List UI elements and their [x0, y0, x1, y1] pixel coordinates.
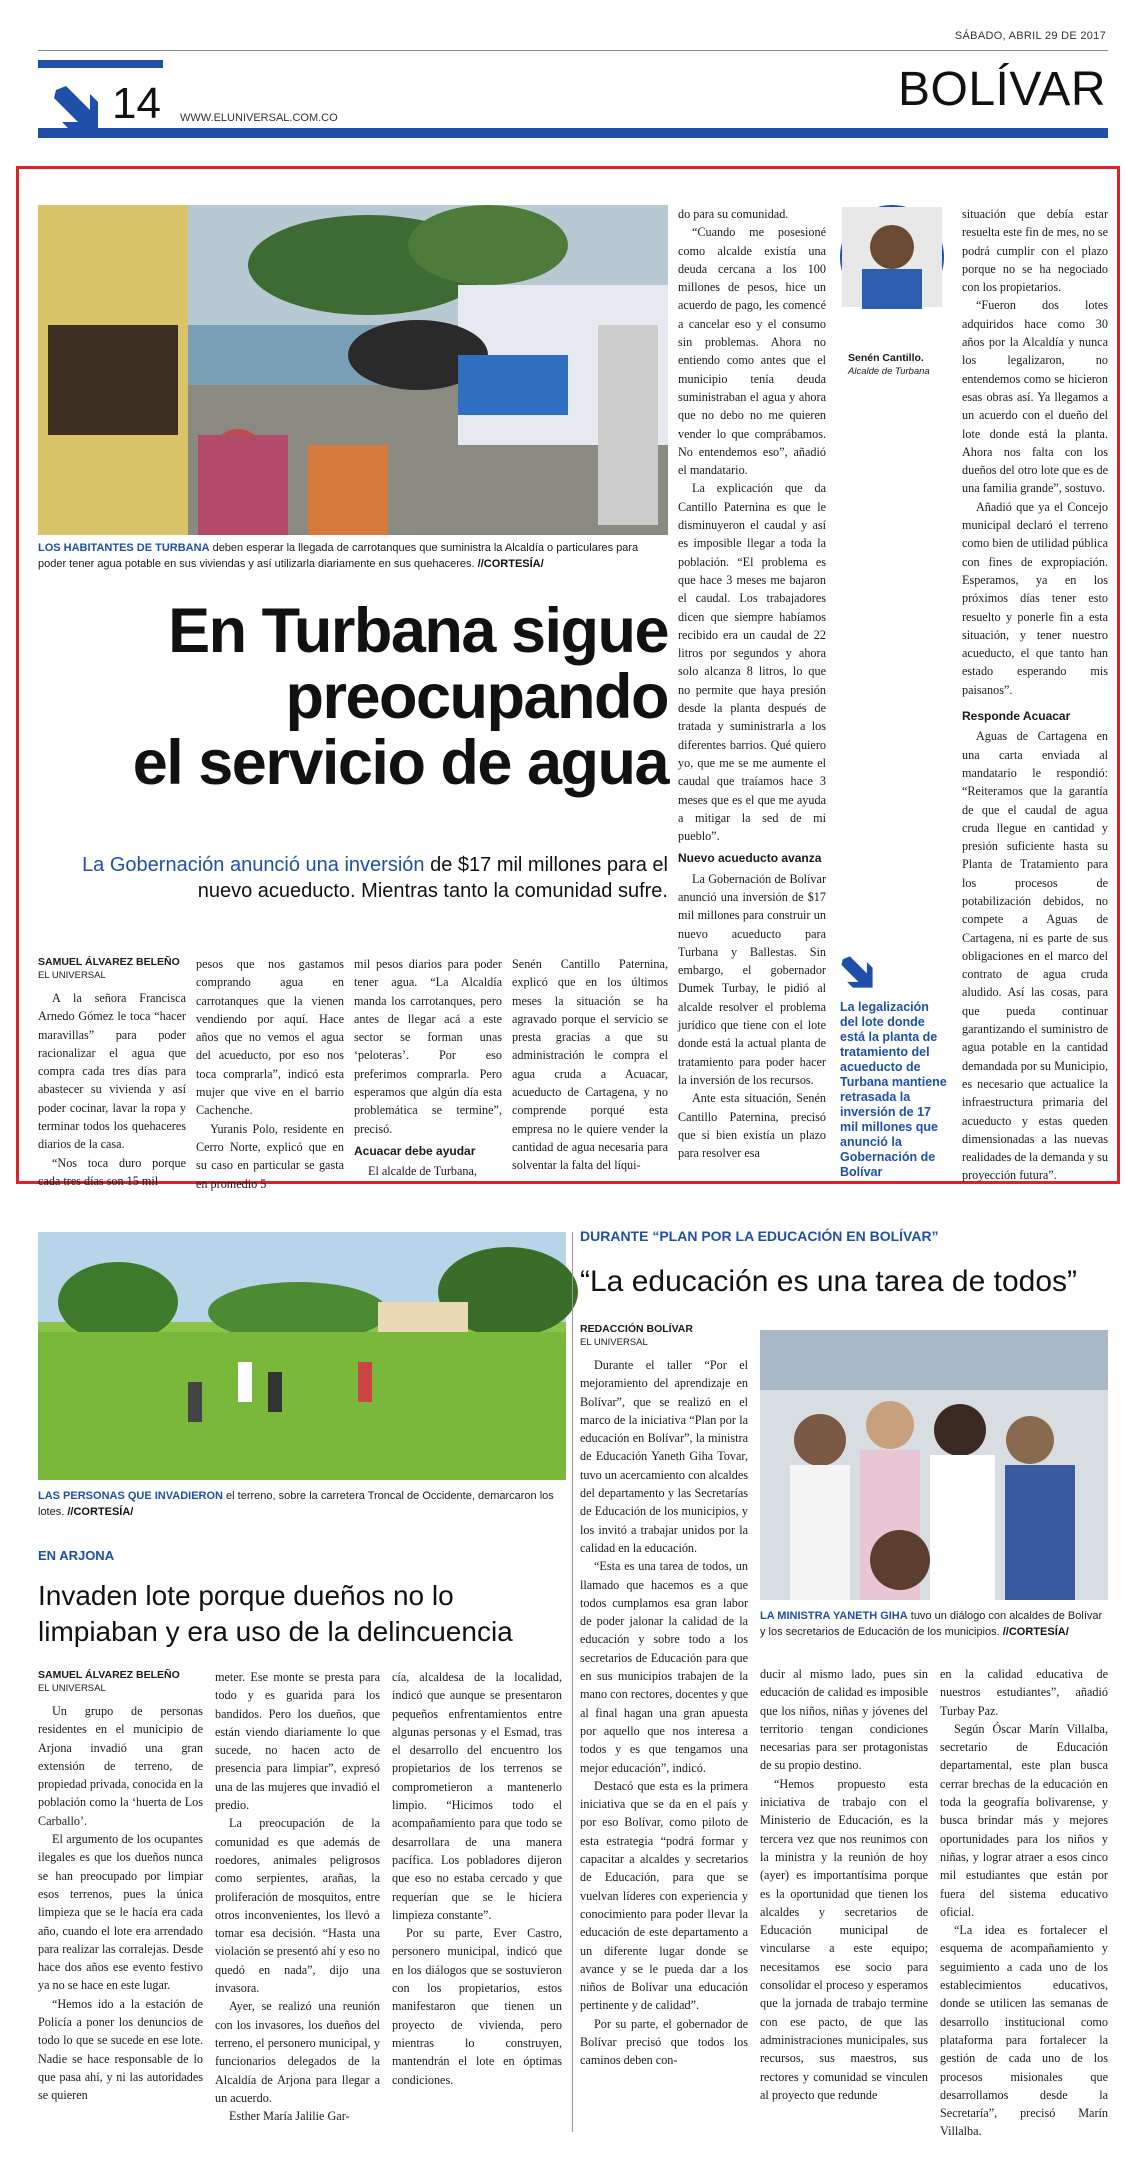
paragraph: Yuranis Polo, residente en Cerro Norte, explicó que en su caso en particular se gasta en promedio 5	[196, 1121, 344, 1191]
paragraph: en la calidad educativa de nuestros estudiantes”, añadió Turbay Paz.	[940, 1667, 1108, 1718]
paragraph: “Fueron dos lotes adquiridos hace como 30 años por la Alcaldía y nunca los legalizaron, no entendemos como se hicieron esas obras así. Ya llegamos a un acuerdo con el dueño del lote donde está la planta. Ahora nos falta con los dueños del otro lote que es de una familia grande”, sostuvo.	[962, 298, 1108, 496]
header-website: WWW.ELUNIVERSAL.COM.CO	[180, 112, 338, 124]
story3-photo-caption	[760, 1608, 1108, 1640]
story2-headline: Invaden lote porque dueños no lo limpiaban y era uso de la delincuencia	[38, 1580, 513, 1647]
arrow-icon	[52, 84, 100, 132]
paragraph: La Gobernación de Bolívar anunció una inversión de $17 mil millones para construir un nuevo acueducto para Turbana y Ballestas. Sin embargo, el gobernador Dumek Turbay, le pidió al alcalde resolver el problema jurídico que tiene con el lote donde está la actual planta de tratamiento para poder hacer la inversión de los recursos.	[678, 871, 826, 1087]
paragraph: A la señora Francisca Arnedo Gómez le toca “hacer maravillas” para poder racionalizar el agua que compra cada tres días para abastecer su vivienda y así poder cocinar, lavar la ropa y terminar todos los quehaceres diarios de la casa.	[38, 991, 186, 1152]
paragraph: Esther María Jalilie Gar-	[229, 2109, 350, 2124]
pullquote: La legalización del lote donde está la planta de tratamiento del acueducto de Turbana mantiene retrasada la inversión de 17 mil millones que anunció la Gobernación de Bolívar	[840, 1000, 947, 1179]
story1-photo-caption	[38, 540, 668, 572]
story1-col-7	[962, 205, 1108, 1183]
story2-col-1	[38, 1668, 203, 2138]
paragraph: cía, alcaldesa de la localidad, indicó que aunque se presentaron pequeños enfrentamientos entre algunas personas y el Esmad, tras el desarrollo del encuentro los propietarios de los terrenos se comprometieron a mantenerlo limpio. “Hicimos todo el acompañamiento para que todo se desarrollara de una manera pacífica. Los pobladores dijeron que eso no estaba cercado y que requerían que se le hiciera limpieza constante”.	[392, 1670, 562, 1922]
paragraph: Aguas de Cartagena en una carta enviada al mandatario le respondió: “Reiteramos que la garantía de que el caudal de agua cruda llegue en cantidad y presión suficiente hasta su Planta de Tratamiento para los procesos de potabilización debidos, no compete a Aguas de Cartagena, ni es parte de sus obligaciones en el marco del contrato de agua cruda aludido. Así las cosas, para que pueda continuar garantizando el suministro de agua potable en la cantidad demandada por su Municipio, es necesario que actualice la infraestructura primaria del acueducto y estas queden dimensionadas a las nuevas realidades de la demanda y su proyección futura”.	[962, 729, 1108, 1183]
story1-col-5	[678, 205, 826, 1177]
byline: SAMUEL ÁLVAREZ BELEÑO	[38, 956, 180, 968]
story3-kicker: DURANTE “PLAN POR LA EDUCACIÓN EN BOLÍVAR”	[580, 1228, 939, 1244]
paragraph: El alcalde de Turbana,	[368, 1164, 477, 1179]
paragraph: do para su comunidad.	[678, 207, 789, 221]
paragraph: meter. Ese monte se presta para todo y es guarida para los bandidos. Pero los dueños, que están viendo diariamente lo que sucede, no hacen acto de presencia para limpiar”, expresó una de las mujeres que invadió el predio.	[215, 1670, 380, 1813]
paragraph: La preocupación de la comunidad es que además de roedores, animales peligrosos como serpientes, arañas, la proliferación de mosquitos, entre otros inconvenientes, los llevó a tomar esa decisión. “Hasta una violación se presentó ahí y eso no quedó en nada”, dijo una invasora.	[215, 1816, 380, 1996]
paragraph: situación que debía estar resuelta este fin de mes, no se podrá cumplir con el plazo porque no se ha negociado con los propietarios.	[962, 207, 1108, 295]
paragraph: Senén Cantillo Paternina, explicó que en los últimos meses la situación se ha agravado porque el servicio se presta gracias a que su administración le compra el agua cruda a Acuacar, acueducto de Cartagena, y no comprende porqué esta empresa no le quiere vender la cantidad de agua necesaria para solventar la falta del líqui-	[512, 957, 668, 1173]
paragraph: Destacó que esta es la primera iniciativa que se da en el país y por eso Bolívar, como piloto de esta estrategia “podrá formar y capacitar a alcaldes y secretarios de Educación, para que se vuelvan líderes con experiencia y conocimiento para poder llevar la educación de este departamento a un diferente lugar donde se avance y se le pueda dar a los niños de Bolívar una educación pertinente y de calidad”.	[580, 1778, 748, 2013]
subhead: Acuacar debe ayudar	[354, 1143, 476, 1158]
paragraph: Ayer, se realizó una reunión con los invasores, los dueños del terreno, el personero municipal, y funcionarios delegados de la Alcaldía de Arjona para llegar a un acuerdo.	[215, 1999, 380, 2105]
headline-line: preocupando	[285, 662, 668, 732]
byline-source: EL UNIVERSAL	[580, 1337, 648, 1348]
story3-headline: “La educación es una tarea de todos”	[580, 1265, 1078, 1298]
paragraph: pesos que nos gastamos comprando agua en carrotanques que la vienen vendiendo por aquí. Hace años que no vemos el agua del acueducto, por eso nos toca comprarla”, indicó esta mujer que vive en el barrio Cachenche.	[196, 957, 344, 1118]
headline-line: En Turbana sigue	[168, 596, 668, 666]
story2-col-2	[215, 1668, 380, 2138]
paragraph: Ante esta situación, Senén Cantillo Paternina, precisó que si bien existía un plazo para resolver esa	[678, 1091, 826, 1161]
subhead: Nuevo acueducto avanza	[678, 851, 822, 866]
paragraph: “Hemos ido a la estación de Policía a poner los denuncios de todo lo que se sucede en ese lote. Nadie se hace responsable de lo que pasa ahí, y ni las autoridades se quieren	[38, 1996, 203, 2103]
story1-col-4	[512, 955, 668, 1177]
caption-lead: LA MINISTRA YANETH GIHA	[760, 1610, 908, 1622]
paragraph: “La idea es fortalecer el esquema de acompañamiento y seguimiento a cada uno de los establecimientos educativos, donde se utilicen las semanas de desarrollo institucional como plataforma para fortalecer la gestión de cada uno de los procesos misionales que desarrollamos desde la Secretaría”, precisó Marín Villalba.	[940, 1923, 1108, 2139]
story1-headline	[38, 598, 668, 796]
paragraph: Por su parte, el gobernador de Bolívar precisó que todos los caminos deben con-	[580, 2016, 748, 2068]
story3-col-2	[760, 1665, 928, 2132]
paragraph: Según Óscar Marín Villalba, secretario de Educación departamental, este plan busca cerrar brechas de la educación en toda la geografía bolivarense, y busca brindar más y mejores oportunidades para los niños y niñas, y lograr atraer a esos cinco mil estudiantes que están por fuera del sistema educativo oficial.	[940, 1721, 1108, 1919]
paragraph: “Cuando me posesioné como alcalde existía una deuda cercana a los 100 millones de pesos, hice un acuerdo de pago, les comencé a cancelar eso y el consumo sin problemas. Ahora no entiendo como antes que el municipio tenía deuda suministraban el agua y ahora que no debo no me quieren vender lo que comprábamos. No entendemos eso”, añadió el mandatario.	[678, 225, 826, 478]
headline-line: el servicio de agua	[132, 728, 668, 798]
story1-photo	[38, 205, 668, 535]
caption-text: el terreno, sobre la carretera Troncal de Occidente, demarcaron los lotes.	[38, 1490, 554, 1518]
story3-photo	[760, 1330, 1108, 1600]
story1-col-2	[196, 955, 344, 1191]
caption-lead: LAS PERSONAS QUE INVADIERON	[38, 1490, 223, 1502]
paragraph: El argumento de los ocupantes ilegales es que los dueños nunca se han preocupado por limpiar esos terrenos, pues la única limpieza que se le hacía era cada año, cuando el lote era arrendado para realizar las corralejas. Desde hace dos años ese evento festivo ya no se hace en este lugar.	[38, 1832, 203, 1993]
caption-lead: LOS HABITANTES DE TURBANA	[38, 542, 210, 554]
subhead: Responde Acuacar	[962, 709, 1071, 724]
story2-photo	[38, 1232, 566, 1480]
story1-deck	[38, 852, 668, 904]
paragraph: Añadió que ya el Concejo municipal declaró el terreno como bien de utilidad pública con fines de expropiación. Esperamos, ya en los próximos días tener esto resuelto y ponerle fin a esta situación, y tener nuestro acueducto, el que tanto han estado esperando mis paisanos”.	[962, 499, 1108, 697]
byline-source: EL UNIVERSAL	[38, 970, 106, 981]
caption-credit: //CORTESÍA/	[474, 558, 544, 570]
byline-source: EL UNIVERSAL	[38, 1683, 106, 1694]
page-number: 14	[112, 79, 161, 128]
paragraph: Por su parte, Ever Castro, personero municipal, indicó que en los diálogos que se sostuvieron con los propietarios, estos manifestaron que tienen un proyecto de vivienda, pero mientras lo construyen, mantendrán el lote en óptimas condiciones.	[392, 1926, 562, 2087]
portrait-role: Alcalde de Turbana	[848, 366, 930, 377]
column-divider	[572, 1232, 573, 2132]
paragraph: Durante el taller “Por el mejoramiento del aprendizaje en Bolívar”, que se realizó en el marco de la iniciativa “Plan por la educación en Bolívar”, la ministra de Educación Yaneth Giha Tovar, tuvo un acercamiento con alcaldes del departamento y las Secretarías de Educación de los municipios, y los invitó a trabajar unidos por la calidad en la educación.	[580, 1358, 748, 1555]
paragraph: “Hemos propuesto esta iniciativa de trabajo con el Ministerio de Educación, es la tercera vez que nos reunimos con la ministra y la reunión de hoy (ayer) es importantísima porque es la oportunidad que tienen los alcaldes y secretarios de Educación municipal de vincularse a este equipo; necesitamos ese socio para consolidar el proceso y esperamos que la jornada de trabajo termine con ese pacto, de que las administraciones municipales, sus recursos, sus maestros, sus rectores y comunidad se vinculen al proyecto que redunde	[760, 1776, 928, 2102]
section-title: BOLÍVAR	[897, 63, 1106, 116]
header-blue-bar-left	[38, 60, 163, 68]
paragraph: ducir al mismo lado, pues sin educación de calidad es imposible que los niños, niñas y jóvenes del territorio tengan condiciones necesarias para ser protagonistas de su propio destino.	[760, 1667, 928, 1773]
paragraph: Un grupo de personas residentes en el municipio de Arjona invadió una gran extensión de terreno, de propiedad privada, conocida en la población como la ‘huerta de Los Carballo’.	[38, 1704, 203, 1828]
paragraph: mil pesos diarios para poder tener agua. “La Alcaldía manda los carrotanques, pero antes de llegar acá a este sector se forman unas ‘peloteras’. Por eso preferimos comprarla. Pero esperamos que algún día esta problemática se termine”, precisó.	[354, 957, 502, 1136]
caption-credit: //CORTESÍA/	[999, 1626, 1069, 1638]
paragraph: “Esta es una tarea de todos, un llamado que hacemos es a que todos cumplamos esa gran labor de poder jalonar la calidad de la educación y sobre todo a los secretarios de Educación para que en sus municipios trabajen de la mano con rectores, docentes y que al final hagan una gran apuesta por aquello que nos interesa a todos y es que tengamos una mejor educación”, indicó.	[580, 1559, 748, 1775]
caption-credit: //CORTESÍA/	[64, 1506, 134, 1518]
story3-col-1	[580, 1322, 748, 2132]
paragraph: La explicación que da Cantillo Paternina es que le disminuyeron el caudal y así es imposible llegar a toda la población. “El problema es que hace 3 meses me bajaron el caudal. Los trabajadores dicen que siempre habíamos recibido era un caudal de 22 litros por segundos y ahora solo alcanza 8 litros, lo que no permite que haya presión desde la planta después de tratada y suministrarla a los diferentes barrios. Qué quiero yo, que me se me aumente el caudal que traíamos hace 3 meses que es el que me ayuda a mitigar la sed de mi pueblo”.	[678, 481, 826, 844]
paragraph: “Nos toca duro porque cada tres días son 15 mil	[38, 1155, 186, 1188]
header-top-rule	[38, 50, 1108, 51]
caption-text: tuvo un diálogo con alcaldes de Bolívar y los secretarios de Educación de los municipios.	[760, 1610, 1103, 1638]
story3-col-3	[940, 1665, 1108, 2139]
story2-kicker: EN ARJONA	[38, 1548, 115, 1563]
story2-col-3	[392, 1668, 562, 2138]
story2-photo-caption	[38, 1488, 566, 1520]
deck-rest: de $17 mil millones para el nuevo acueducto. Mientras tanto la comunidad sufre.	[197, 854, 668, 902]
header-date: SÁBADO, ABRIL 29 DE 2017	[954, 30, 1106, 42]
byline: SAMUEL ÁLVAREZ BELEÑO	[38, 1669, 180, 1681]
story1-col-1	[38, 955, 186, 1188]
story1-col-3	[354, 955, 502, 1177]
portrait-name: Senén Cantillo.	[848, 352, 924, 364]
deck-highlight: La Gobernación anunció una inversión	[82, 854, 425, 876]
arrow-icon	[840, 955, 874, 989]
caption-text: deben esperar la llegada de carrotanques que suministra la Alcaldía o particulares para poder tener agua potable en sus viviendas y así utilizarla diariamente en sus quehaceres.	[38, 542, 639, 570]
portrait-photo	[840, 205, 944, 309]
header-blue-bar-main	[38, 128, 1108, 138]
byline: REDACCIÓN BOLÍVAR	[580, 1323, 693, 1335]
